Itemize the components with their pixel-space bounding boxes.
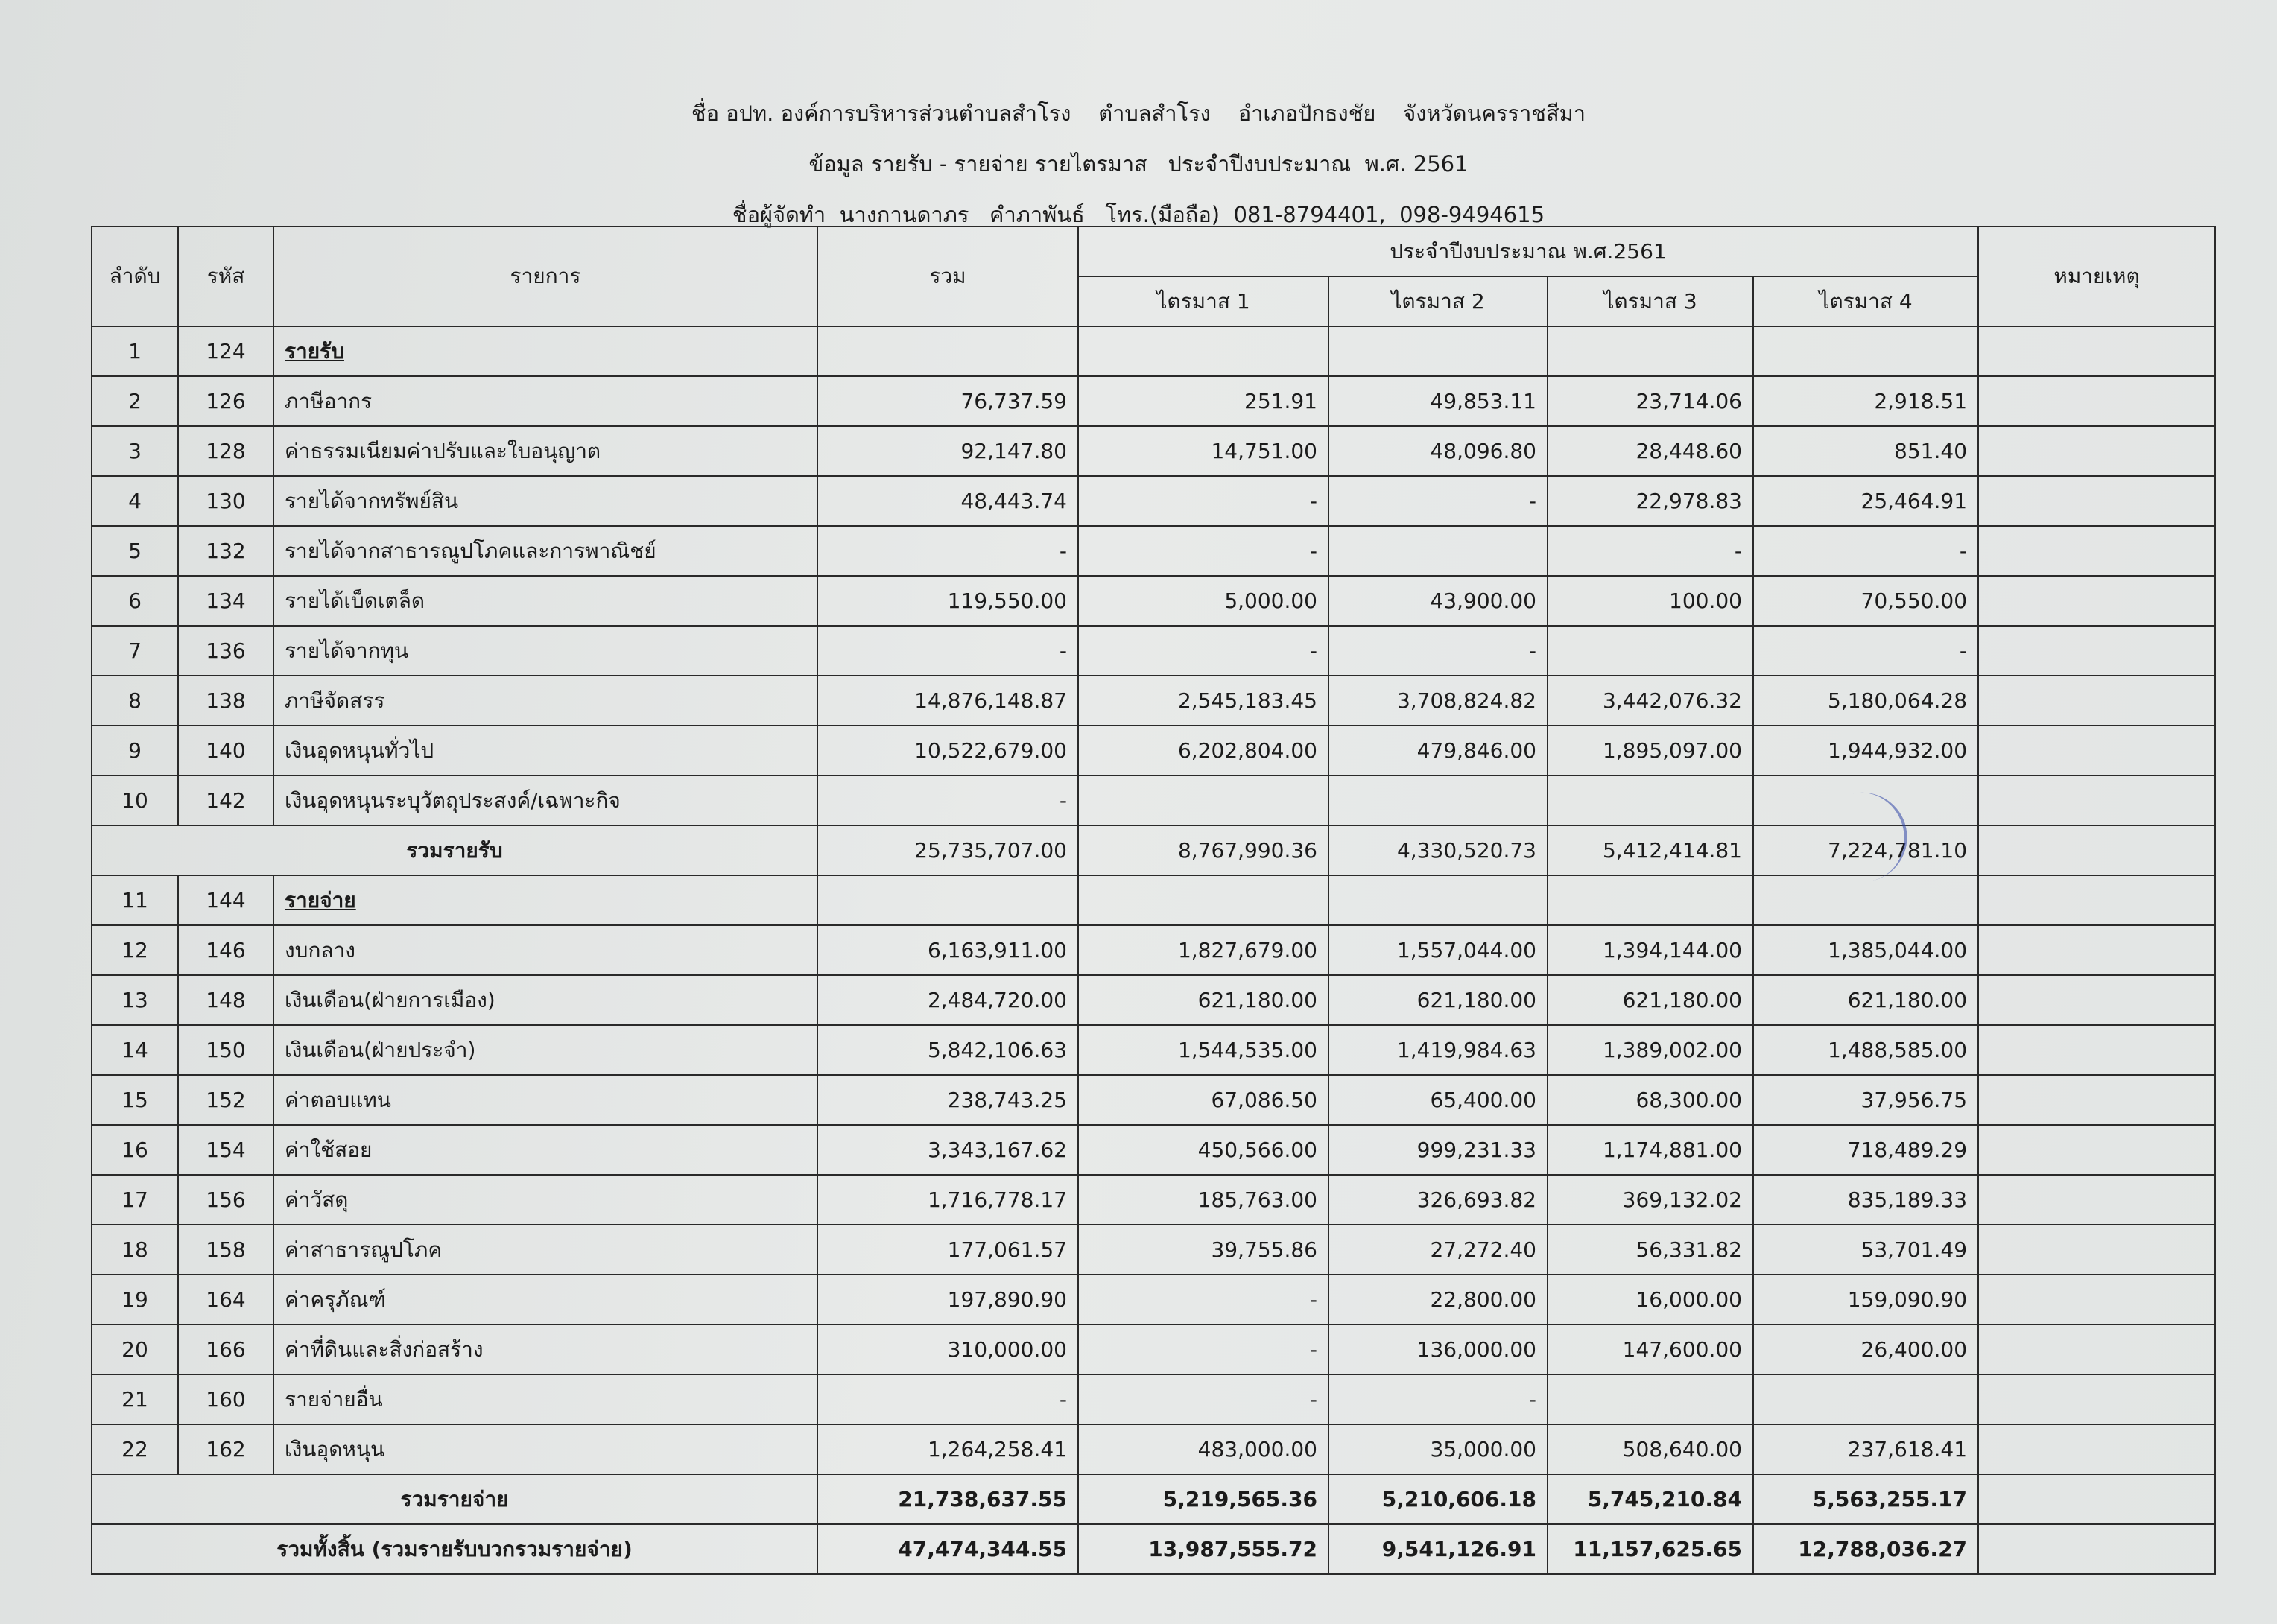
- row-total: 92,147.80: [817, 426, 1078, 476]
- row-q2: 1,419,984.63: [1328, 1025, 1548, 1075]
- income-total-value: 25,735,707.00: [817, 825, 1078, 875]
- row-total: [817, 326, 1078, 376]
- row-item-label: รายได้จากสาธารณูปโภคและการพาณิชย์: [273, 526, 817, 576]
- row-q3: 68,300.00: [1548, 1075, 1753, 1125]
- col-header-q4: ไตรมาส 4: [1753, 276, 1978, 326]
- row-q2: 999,231.33: [1328, 1125, 1548, 1175]
- row-q2: 35,000.00: [1328, 1424, 1548, 1474]
- row-order: 16: [92, 1125, 178, 1175]
- row-q3: 23,714.06: [1548, 376, 1753, 426]
- table-row: [92, 1125, 2215, 1175]
- row-order: 6: [92, 576, 178, 626]
- row-note: [1978, 376, 2215, 426]
- col-header-fiscal-year: ประจำปีงบประมาณ พ.ศ.2561: [1078, 226, 1978, 276]
- col-header-code: รหัส: [178, 226, 273, 326]
- table-row: [92, 925, 2215, 975]
- table-row: [92, 426, 2215, 476]
- row-note: [1978, 1125, 2215, 1175]
- col-header-q3: ไตรมาส 3: [1548, 276, 1753, 326]
- row-q1: 483,000.00: [1078, 1424, 1328, 1474]
- income-total-label: รวมรายรับ: [92, 825, 817, 875]
- row-order: 17: [92, 1175, 178, 1225]
- row-q4: -: [1753, 526, 1978, 576]
- income-total-q2: 4,330,520.73: [1328, 825, 1548, 875]
- row-code: 150: [178, 1025, 273, 1075]
- row-item-label: ภาษีจัดสรร: [273, 676, 817, 726]
- table-row: [92, 1025, 2215, 1075]
- row-order: 5: [92, 526, 178, 576]
- row-q1: 39,755.86: [1078, 1225, 1328, 1275]
- row-q4: 25,464.91: [1753, 476, 1978, 526]
- grand-total-label: รวมทั้งสิ้น (รวมรายรับบวกรวมรายจ่าย): [92, 1524, 817, 1574]
- row-q3: [1548, 626, 1753, 676]
- row-code: 154: [178, 1125, 273, 1175]
- row-item-label: ค่าธรรมเนียมค่าปรับและใบอนุญาต: [273, 426, 817, 476]
- row-q1: -: [1078, 526, 1328, 576]
- header-preparer: ชื่อผู้จัดทำ นางกานดาภร คำภาพันธ์ โทร.(มือถือ) 081-8794401, 098-9494615: [732, 202, 1545, 227]
- row-code: 158: [178, 1225, 273, 1275]
- expense-total-q2: 5,210,606.18: [1328, 1474, 1548, 1524]
- header-organization: ชื่อ อปท. องค์การบริหารส่วนตำบลสำโรง ตำบลสำโรง อำเภอปักธงชัย จังหวัดนครราชสีมา: [691, 101, 1586, 126]
- row-code: 148: [178, 975, 273, 1025]
- row-order: 19: [92, 1275, 178, 1325]
- row-q1: 450,566.00: [1078, 1125, 1328, 1175]
- row-q4: [1753, 326, 1978, 376]
- row-code: 136: [178, 626, 273, 676]
- row-note: [1978, 1424, 2215, 1474]
- row-code: 144: [178, 875, 273, 925]
- row-q1: 621,180.00: [1078, 975, 1328, 1025]
- row-order: 22: [92, 1424, 178, 1474]
- row-q2: 22,800.00: [1328, 1275, 1548, 1325]
- row-q3: -: [1548, 526, 1753, 576]
- row-total: 48,443.74: [817, 476, 1078, 526]
- row-q4: 37,956.75: [1753, 1075, 1978, 1125]
- row-q2: 621,180.00: [1328, 975, 1548, 1025]
- row-q1: -: [1078, 1374, 1328, 1424]
- row-order: 10: [92, 775, 178, 825]
- row-item-label: ค่าที่ดินและสิ่งก่อสร้าง: [273, 1325, 817, 1374]
- row-q2: 326,693.82: [1328, 1175, 1548, 1225]
- row-item-label: ค่าครุภัณฑ์: [273, 1275, 817, 1325]
- row-note: [1978, 476, 2215, 526]
- row-note: [1978, 626, 2215, 676]
- row-q4: 851.40: [1753, 426, 1978, 476]
- table-row: [92, 726, 2215, 775]
- row-q3: 1,895,097.00: [1548, 726, 1753, 775]
- row-order: 2: [92, 376, 178, 426]
- row-q2: 65,400.00: [1328, 1075, 1548, 1125]
- expense-total-label: รวมรายจ่าย: [92, 1474, 817, 1524]
- table-row: [92, 576, 2215, 626]
- grand-total-value: 47,474,344.55: [817, 1524, 1078, 1574]
- col-header-order: ลำดับ: [92, 226, 178, 326]
- row-code: 152: [178, 1075, 273, 1125]
- expense-total-note: [1978, 1474, 2215, 1524]
- row-q3: 621,180.00: [1548, 975, 1753, 1025]
- row-code: 162: [178, 1424, 273, 1474]
- row-q2: 479,846.00: [1328, 726, 1548, 775]
- row-q4: 2,918.51: [1753, 376, 1978, 426]
- row-item-label: งบกลาง: [273, 925, 817, 975]
- row-total: 1,716,778.17: [817, 1175, 1078, 1225]
- row-order: 7: [92, 626, 178, 676]
- row-total: -: [817, 775, 1078, 825]
- row-q3: 1,389,002.00: [1548, 1025, 1753, 1075]
- row-q4: 1,385,044.00: [1753, 925, 1978, 975]
- grand-total-q1: 13,987,555.72: [1078, 1524, 1328, 1574]
- col-header-q2: ไตรมาส 2: [1328, 276, 1548, 326]
- row-q3: 100.00: [1548, 576, 1753, 626]
- row-item-label: ค่าตอบแทน: [273, 1075, 817, 1125]
- revenue-expense-table: [91, 226, 2216, 1575]
- row-q1: 251.91: [1078, 376, 1328, 426]
- row-order: 14: [92, 1025, 178, 1075]
- row-q4: 70,550.00: [1753, 576, 1978, 626]
- table-row: [92, 476, 2215, 526]
- row-note: [1978, 676, 2215, 726]
- row-q4: 5,180,064.28: [1753, 676, 1978, 726]
- row-item-label: รายจ่าย: [273, 875, 817, 925]
- row-q4: -: [1753, 626, 1978, 676]
- row-code: 164: [178, 1275, 273, 1325]
- row-item-label: ภาษีอากร: [273, 376, 817, 426]
- table-row: [92, 1225, 2215, 1275]
- row-total: 238,743.25: [817, 1075, 1078, 1125]
- row-q1: [1078, 775, 1328, 825]
- row-item-label: ค่าใช้สอย: [273, 1125, 817, 1175]
- header-report-title: ข้อมูล รายรับ - รายจ่าย รายไตรมาส ประจำปีงบประมาณ พ.ศ. 2561: [808, 151, 1469, 177]
- row-code: 142: [178, 775, 273, 825]
- table-row: [92, 676, 2215, 726]
- row-total: 3,343,167.62: [817, 1125, 1078, 1175]
- row-total: 1,264,258.41: [817, 1424, 1078, 1474]
- row-order: 21: [92, 1374, 178, 1424]
- row-order: 4: [92, 476, 178, 526]
- row-q3: 147,600.00: [1548, 1325, 1753, 1374]
- row-order: 20: [92, 1325, 178, 1374]
- row-item-label: รายได้จากทุน: [273, 626, 817, 676]
- row-code: 140: [178, 726, 273, 775]
- row-q2: 136,000.00: [1328, 1325, 1548, 1374]
- row-code: 134: [178, 576, 273, 626]
- table-row: [92, 1424, 2215, 1474]
- row-order: 12: [92, 925, 178, 975]
- row-code: 166: [178, 1325, 273, 1374]
- grand-total-q3: 11,157,625.65: [1548, 1524, 1753, 1574]
- row-order: 11: [92, 875, 178, 925]
- table-header: [92, 226, 2215, 326]
- row-note: [1978, 875, 2215, 925]
- row-note: [1978, 925, 2215, 975]
- row-item-label: เงินอุดหนุนทั่วไป: [273, 726, 817, 775]
- table-row: [92, 875, 2215, 925]
- row-note: [1978, 1075, 2215, 1125]
- col-header-q1: ไตรมาส 1: [1078, 276, 1328, 326]
- grand-total-q4: 12,788,036.27: [1753, 1524, 1978, 1574]
- row-q3: 1,394,144.00: [1548, 925, 1753, 975]
- row-q3: [1548, 775, 1753, 825]
- col-header-note: หมายเหตุ: [1978, 226, 2215, 326]
- row-q3: 22,978.83: [1548, 476, 1753, 526]
- row-item-label: เงินอุดหนุนระบุวัตถุประสงค์/เฉพาะกิจ: [273, 775, 817, 825]
- row-code: 124: [178, 326, 273, 376]
- grand-total-note: [1978, 1524, 2215, 1574]
- row-note: [1978, 1175, 2215, 1225]
- income-total-note: [1978, 825, 2215, 875]
- row-note: [1978, 326, 2215, 376]
- row-q4: 1,944,932.00: [1753, 726, 1978, 775]
- row-total: 6,163,911.00: [817, 925, 1078, 975]
- row-q2: [1328, 875, 1548, 925]
- row-item-label: เงินอุดหนุน: [273, 1424, 817, 1474]
- row-q1: 2,545,183.45: [1078, 676, 1328, 726]
- row-q4: 53,701.49: [1753, 1225, 1978, 1275]
- row-item-label: รายได้เบ็ดเตล็ด: [273, 576, 817, 626]
- row-q3: 508,640.00: [1548, 1424, 1753, 1474]
- expense-section: [92, 875, 2215, 1474]
- row-q1: 1,827,679.00: [1078, 925, 1328, 975]
- row-q4: 26,400.00: [1753, 1325, 1978, 1374]
- row-q4: 621,180.00: [1753, 975, 1978, 1025]
- row-code: 160: [178, 1374, 273, 1424]
- row-q4: [1753, 1374, 1978, 1424]
- row-q1: 14,751.00: [1078, 426, 1328, 476]
- document-header: [0, 88, 2277, 240]
- row-q1: -: [1078, 476, 1328, 526]
- table-row: [92, 626, 2215, 676]
- col-header-item: รายการ: [273, 226, 817, 326]
- row-q1: 6,202,804.00: [1078, 726, 1328, 775]
- row-total: 177,061.57: [817, 1225, 1078, 1275]
- row-code: 126: [178, 376, 273, 426]
- grand-total-row: [92, 1524, 2215, 1574]
- row-code: 146: [178, 925, 273, 975]
- row-total: -: [817, 1374, 1078, 1424]
- row-total: 310,000.00: [817, 1325, 1078, 1374]
- income-section: [92, 326, 2215, 825]
- row-q2: 43,900.00: [1328, 576, 1548, 626]
- row-total: [817, 875, 1078, 925]
- row-q1: 1,544,535.00: [1078, 1025, 1328, 1075]
- row-total: 119,550.00: [817, 576, 1078, 626]
- row-q3: [1548, 1374, 1753, 1424]
- income-total-q1: 8,767,990.36: [1078, 825, 1328, 875]
- totals-section: [92, 1474, 2215, 1574]
- row-total: 14,876,148.87: [817, 676, 1078, 726]
- row-note: [1978, 975, 2215, 1025]
- row-q2: 3,708,824.82: [1328, 676, 1548, 726]
- col-header-total: รวม: [817, 226, 1078, 326]
- row-q3: 1,174,881.00: [1548, 1125, 1753, 1175]
- row-q3: 369,132.02: [1548, 1175, 1753, 1225]
- row-total: 2,484,720.00: [817, 975, 1078, 1025]
- table-row: [92, 326, 2215, 376]
- table-row: [92, 1175, 2215, 1225]
- row-note: [1978, 1374, 2215, 1424]
- row-order: 3: [92, 426, 178, 476]
- row-note: [1978, 1275, 2215, 1325]
- row-note: [1978, 576, 2215, 626]
- row-q4: 237,618.41: [1753, 1424, 1978, 1474]
- income-total-q4: 7,224,781.10: [1753, 825, 1978, 875]
- expense-total-value: 21,738,637.55: [817, 1474, 1078, 1524]
- income-total-q3: 5,412,414.81: [1548, 825, 1753, 875]
- table-row: [92, 975, 2215, 1025]
- row-q1: [1078, 326, 1328, 376]
- row-q2: 48,096.80: [1328, 426, 1548, 476]
- row-code: 156: [178, 1175, 273, 1225]
- row-order: 8: [92, 676, 178, 726]
- row-code: 130: [178, 476, 273, 526]
- row-q2: [1328, 775, 1548, 825]
- row-code: 132: [178, 526, 273, 576]
- row-q1: -: [1078, 1325, 1328, 1374]
- row-total: 197,890.90: [817, 1275, 1078, 1325]
- row-total: -: [817, 626, 1078, 676]
- row-item-label: เงินเดือน(ฝ่ายการเมือง): [273, 975, 817, 1025]
- row-q2: 49,853.11: [1328, 376, 1548, 426]
- row-total: 10,522,679.00: [817, 726, 1078, 775]
- row-q3: 28,448.60: [1548, 426, 1753, 476]
- table-row: [92, 526, 2215, 576]
- row-q3: 56,331.82: [1548, 1225, 1753, 1275]
- row-code: 128: [178, 426, 273, 476]
- row-q3: 16,000.00: [1548, 1275, 1753, 1325]
- row-q4: 1,488,585.00: [1753, 1025, 1978, 1075]
- row-note: [1978, 726, 2215, 775]
- row-note: [1978, 426, 2215, 476]
- row-order: 9: [92, 726, 178, 775]
- row-q4: 159,090.90: [1753, 1275, 1978, 1325]
- expense-total-row: [92, 1474, 2215, 1524]
- row-q1: [1078, 875, 1328, 925]
- row-q1: -: [1078, 1275, 1328, 1325]
- table-row: [92, 1275, 2215, 1325]
- row-q2: -: [1328, 476, 1548, 526]
- row-note: [1978, 1325, 2215, 1374]
- row-item-label: รายรับ: [273, 326, 817, 376]
- row-order: 15: [92, 1075, 178, 1125]
- expense-total-q4: 5,563,255.17: [1753, 1474, 1978, 1524]
- table-row: [92, 1325, 2215, 1374]
- row-q3: 3,442,076.32: [1548, 676, 1753, 726]
- row-q1: 67,086.50: [1078, 1075, 1328, 1125]
- row-q2: 27,272.40: [1328, 1225, 1548, 1275]
- row-q4: 718,489.29: [1753, 1125, 1978, 1175]
- row-q1: -: [1078, 626, 1328, 676]
- table-row: [92, 376, 2215, 426]
- row-item-label: ค่าวัสดุ: [273, 1175, 817, 1225]
- table-row: [92, 1075, 2215, 1125]
- row-note: [1978, 526, 2215, 576]
- row-note: [1978, 1225, 2215, 1275]
- row-note: [1978, 1025, 2215, 1075]
- row-note: [1978, 775, 2215, 825]
- row-q2: [1328, 326, 1548, 376]
- row-order: 1: [92, 326, 178, 376]
- row-q2: [1328, 526, 1548, 576]
- row-order: 13: [92, 975, 178, 1025]
- row-q2: -: [1328, 626, 1548, 676]
- row-q4: [1753, 875, 1978, 925]
- expense-total-q1: 5,219,565.36: [1078, 1474, 1328, 1524]
- row-item-label: เงินเดือน(ฝ่ายประจำ): [273, 1025, 817, 1075]
- row-item-label: รายจ่ายอื่น: [273, 1374, 817, 1424]
- row-q2: -: [1328, 1374, 1548, 1424]
- row-item-label: ค่าสาธารณูปโภค: [273, 1225, 817, 1275]
- row-total: 5,842,106.63: [817, 1025, 1078, 1075]
- row-q1: 5,000.00: [1078, 576, 1328, 626]
- row-total: -: [817, 526, 1078, 576]
- row-code: 138: [178, 676, 273, 726]
- table-row: [92, 1374, 2215, 1424]
- row-item-label: รายได้จากทรัพย์สิน: [273, 476, 817, 526]
- row-total: 76,737.59: [817, 376, 1078, 426]
- row-q2: 1,557,044.00: [1328, 925, 1548, 975]
- row-q1: 185,763.00: [1078, 1175, 1328, 1225]
- row-q4: 835,189.33: [1753, 1175, 1978, 1225]
- row-order: 18: [92, 1225, 178, 1275]
- grand-total-q2: 9,541,126.91: [1328, 1524, 1548, 1574]
- row-q3: [1548, 326, 1753, 376]
- row-q3: [1548, 875, 1753, 925]
- expense-total-q3: 5,745,210.84: [1548, 1474, 1753, 1524]
